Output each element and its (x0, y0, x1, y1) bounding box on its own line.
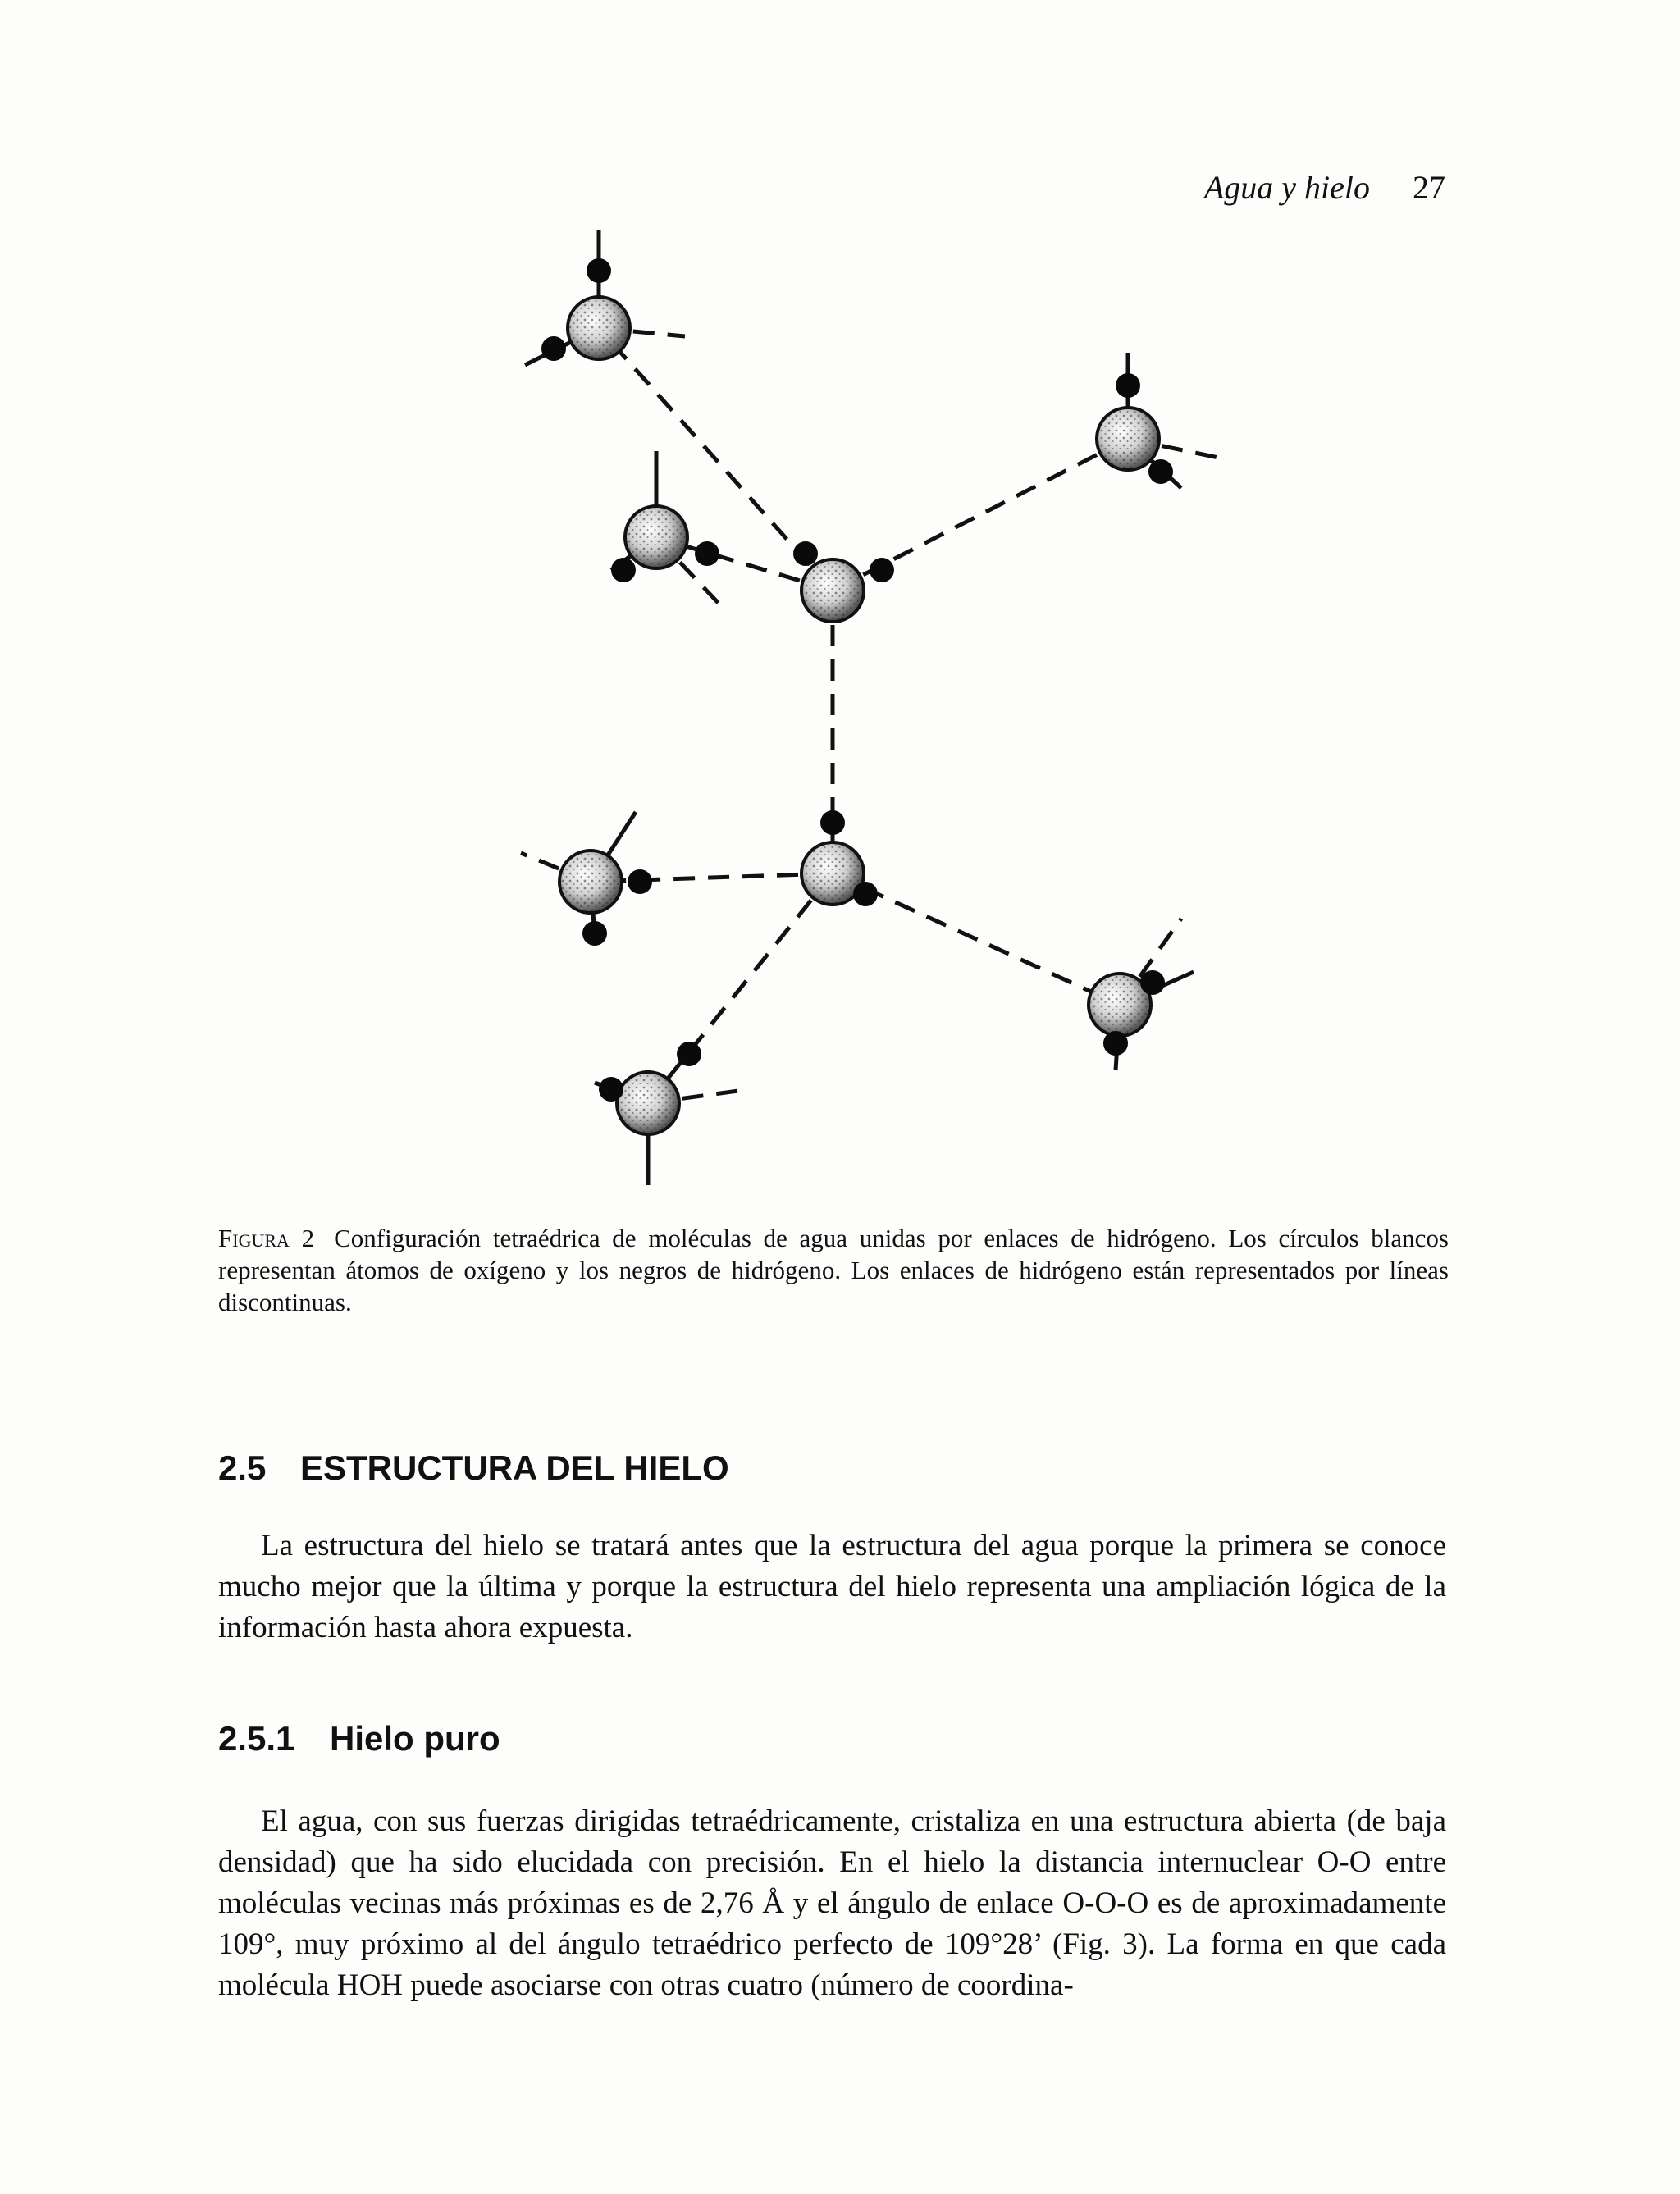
section-heading (218, 1448, 729, 1488)
subsection-heading (218, 1719, 500, 1758)
figure-label: Figura 2 (218, 1224, 315, 1252)
section-title: ESTRUCTURA DEL HIELO (300, 1448, 729, 1487)
hydrogen-atom (1103, 1031, 1128, 1056)
hydrogen-atom (587, 258, 611, 283)
section-number: 2.5 (218, 1448, 267, 1487)
hydrogen-atom (793, 541, 818, 566)
oxygen-texture (561, 299, 1157, 1133)
hydrogen-atom (853, 882, 878, 906)
hydrogen-atom (695, 541, 719, 566)
hydrogen-atom (611, 558, 636, 582)
hydrogen-atom (541, 336, 566, 361)
hydrogen-atom (820, 810, 845, 835)
page-number: 27 (1413, 169, 1445, 206)
hydrogen-atom (1140, 970, 1165, 995)
subsection-paragraph: El agua, con sus fuerzas dirigidas tetraédricamente, cristaliza en una estructura abierta (de baja densidad) que ha sido elucidada con precisión. En el hielo la distancia internuclear O-O entre moléculas vecinas más próximas es de 2,76 Å y el ángulo de enlace O-O-O es de aproximadamente 109°, muy próximo al del ángulo tetraédrico perfecto de 109°28’ (Fig. 3). La forma en que cada molécula HOH puede asociarse con otras cuatro (número de coordina- (218, 1804, 1446, 2002)
hydrogen-atom (582, 921, 607, 946)
hydrogen-atom (599, 1077, 623, 1102)
figure-caption-text: Configuración tetraédrica de moléculas de agua unidas por enlaces de hidrógeno. Los círculos blancos representan átomos de oxígeno y los negros de hidrógeno. Los enlaces de hidrógeno están representados por líneas discontinuas. (218, 1224, 1449, 1316)
figure-caption (218, 1222, 1449, 1318)
hydrogen-atom (1148, 459, 1173, 484)
hydrogen-atom (628, 869, 652, 894)
subsection-number: 2.5.1 (218, 1719, 295, 1758)
hydrogen-atom (1116, 373, 1140, 398)
hydrogen-atom (677, 1042, 701, 1066)
section-paragraph: La estructura del hielo se tratará antes que la estructura del agua porque la primera se conoce mucho mejor que la última y porque la estructura del hielo representa una ampliación lógica de la información hasta ahora expuesta. (218, 1529, 1446, 1644)
oxygen-atoms (559, 297, 1159, 1134)
running-title: Agua y hielo (1203, 169, 1370, 206)
subsection-title: Hielo puro (330, 1719, 500, 1758)
hydrogen-atom (870, 558, 894, 582)
covalent-bonds (525, 230, 1194, 1185)
hydrogen-atoms (541, 258, 1173, 1102)
